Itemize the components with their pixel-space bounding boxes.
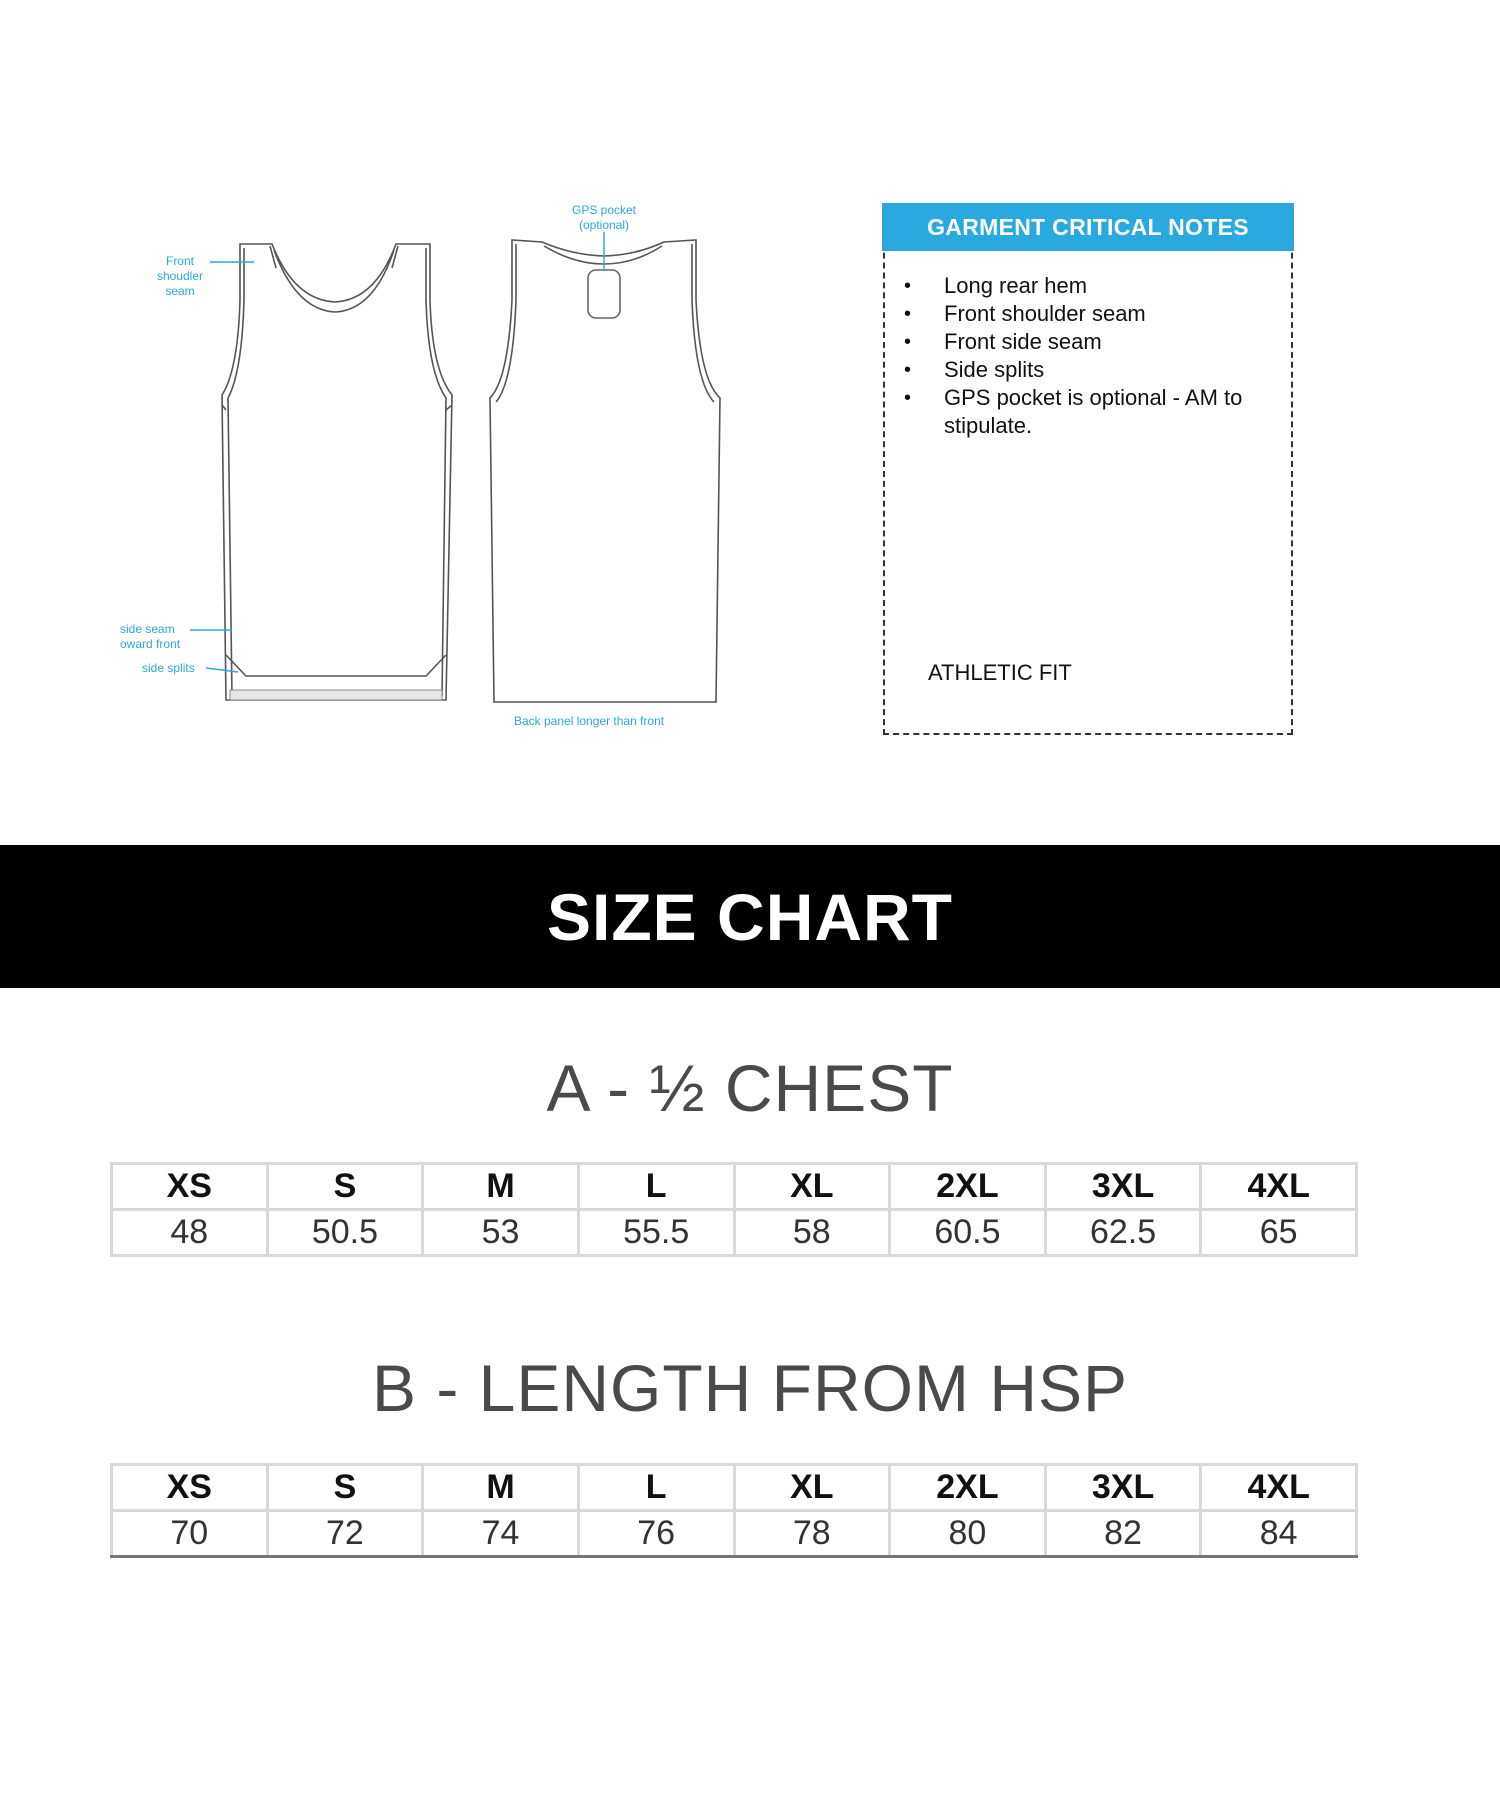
value-cell: 74 xyxy=(423,1511,579,1557)
chest-table xyxy=(110,1162,1358,1257)
chest-title: A - ½ CHEST xyxy=(546,1051,954,1125)
note-text: GPS pocket is optional - AM to stipulate. xyxy=(944,385,1243,438)
value-cell: 84 xyxy=(1201,1511,1357,1557)
size-cell: 4XL xyxy=(1201,1465,1357,1511)
size-cell: XL xyxy=(734,1465,890,1511)
value-cell: 48 xyxy=(112,1210,268,1256)
value-cell: 72 xyxy=(267,1511,423,1557)
note-text: Long rear hem xyxy=(944,273,1088,298)
notes-list xyxy=(904,272,1294,440)
length-table xyxy=(110,1463,1358,1558)
list-item xyxy=(904,384,1294,440)
callout-line-2: oward front xyxy=(120,637,181,651)
size-cell: M xyxy=(423,1465,579,1511)
callout-line-1: GPS pocket xyxy=(571,203,637,217)
size-cell: S xyxy=(267,1465,423,1511)
callout-line-3: seam xyxy=(165,284,195,298)
note-text: Front side seam xyxy=(944,329,1102,354)
size-cell: 3XL xyxy=(1045,1465,1201,1511)
bullet-icon: • xyxy=(904,303,912,325)
bullet-icon: • xyxy=(904,387,912,409)
length-title: B - LENGTH FROM HSP xyxy=(371,1351,1129,1425)
callout-line-1: Front xyxy=(165,254,194,268)
value-cell: 78 xyxy=(734,1511,890,1557)
callout-line-1: side seam xyxy=(120,622,175,636)
value-cell: 60.5 xyxy=(890,1210,1046,1256)
table-row xyxy=(112,1511,1357,1557)
callout-front-shoulder-seam xyxy=(150,254,210,299)
table-row xyxy=(112,1210,1357,1256)
table-row xyxy=(112,1164,1357,1210)
value-cell: 58 xyxy=(734,1210,890,1256)
callout-line-2: shoudler xyxy=(156,269,204,283)
value-cell: 80 xyxy=(890,1511,1046,1557)
list-item xyxy=(904,300,1294,328)
size-cell: 2XL xyxy=(890,1465,1046,1511)
size-cell: XL xyxy=(734,1164,890,1210)
size-cell: 2XL xyxy=(890,1164,1046,1210)
size-cell: S xyxy=(267,1164,423,1210)
list-item xyxy=(904,328,1294,356)
size-cell: 4XL xyxy=(1201,1164,1357,1210)
size-cell: XS xyxy=(112,1164,268,1210)
callout-side-seam xyxy=(120,622,180,652)
size-chart-banner xyxy=(0,845,1500,988)
size-cell: XS xyxy=(112,1465,268,1511)
back-view xyxy=(490,240,720,702)
notes-header: GARMENT CRITICAL NOTES xyxy=(882,203,1294,251)
size-cell: L xyxy=(578,1465,734,1511)
front-view xyxy=(222,244,452,700)
value-cell: 70 xyxy=(112,1511,268,1557)
size-cell: 3XL xyxy=(1045,1164,1201,1210)
note-text: Front shoulder seam xyxy=(944,301,1146,326)
fit-label: ATHLETIC FIT xyxy=(928,660,1072,685)
list-item xyxy=(904,272,1294,300)
bullet-icon: • xyxy=(904,331,912,353)
value-cell: 76 xyxy=(578,1511,734,1557)
callout-line-2: (optional) xyxy=(578,218,630,232)
callout-side-splits: side splits xyxy=(142,661,195,675)
value-cell: 50.5 xyxy=(267,1210,423,1256)
size-cell: L xyxy=(578,1164,734,1210)
bullet-icon: • xyxy=(904,275,912,297)
callout-lines xyxy=(190,232,604,672)
callout-gps-pocket xyxy=(564,203,644,233)
note-text: Side splits xyxy=(944,357,1045,382)
bullet-icon: • xyxy=(904,359,912,381)
value-cell: 62.5 xyxy=(1045,1210,1201,1256)
banner-title: SIZE CHART xyxy=(547,879,953,954)
value-cell: 82 xyxy=(1045,1511,1201,1557)
list-item xyxy=(904,356,1294,384)
table-row xyxy=(112,1465,1357,1511)
size-cell: M xyxy=(423,1164,579,1210)
value-cell: 65 xyxy=(1201,1210,1357,1256)
callout-back-panel: Back panel longer than front xyxy=(514,714,665,728)
value-cell: 55.5 xyxy=(578,1210,734,1256)
value-cell: 53 xyxy=(423,1210,579,1256)
